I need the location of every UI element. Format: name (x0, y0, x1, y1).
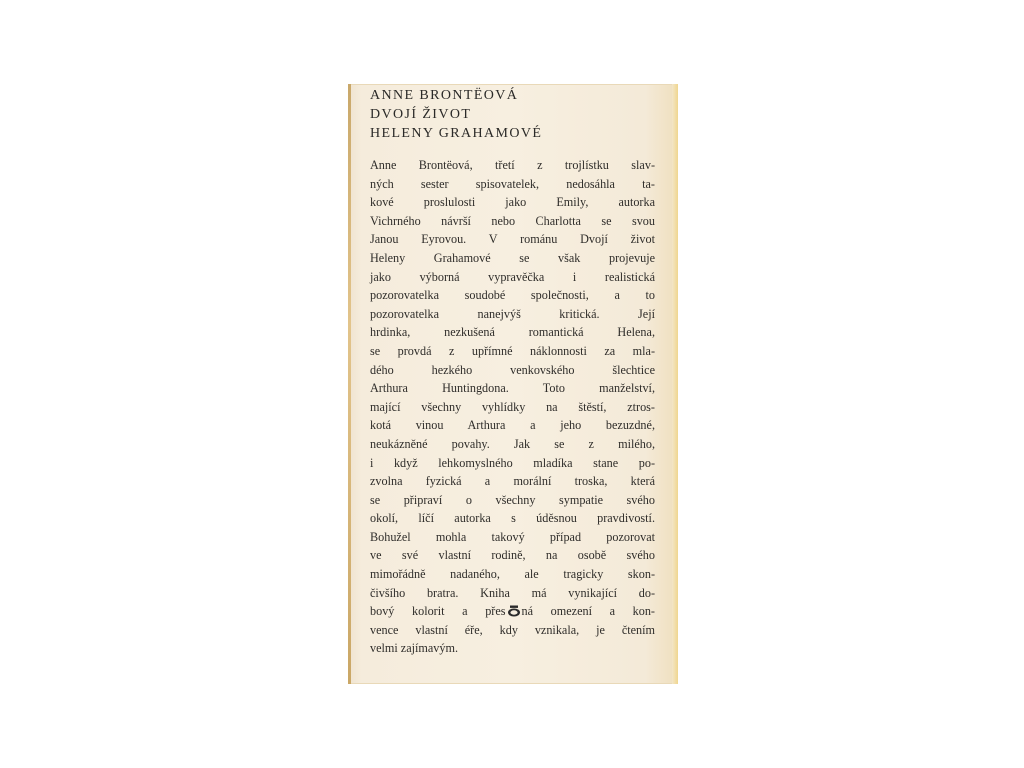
blurb-line: Bohužel mohla takový případ pozorovat (370, 529, 655, 544)
blurb-line-part: ná omezení a kon- (521, 604, 655, 619)
blurb-line-part: bový kolorit a přes (370, 604, 506, 619)
blurb-line: i když lehkomyslného mladíka stane po- (370, 455, 655, 470)
blurb-line: se připraví o všechny sympatie svého (370, 492, 655, 507)
blurb-line: Vichrného návrší nebo Charlotta se svou (370, 213, 655, 228)
book-jacket-flap (348, 84, 678, 684)
blurb-text (370, 156, 655, 658)
blurb-line: čivšího bratra. Kniha má vynikající do- (370, 585, 655, 600)
blurb-line: jako výborná vypravěčka i realistická (370, 269, 655, 284)
blurb-line: zvolna fyzická a morální troska, která (370, 474, 655, 489)
blurb-line: pozorovatelka nanejvýš kritická. Její (370, 306, 655, 321)
blurb-line: kové proslulosti jako Emily, autorka (370, 195, 655, 210)
blurb-line: Arthura Huntingdona. Toto manželství, (370, 381, 655, 396)
blurb-line: Janou Eyrovou. V románu Dvojí život (370, 232, 655, 247)
blurb-line: mající všechny vyhlídky na štěstí, ztros- (370, 399, 655, 414)
blurb-line: vence vlastní éře, kdy vznikala, je čtením (370, 622, 655, 637)
blurb-line: ných sester spisovatelek, nedosáhla ta- (370, 176, 655, 191)
blurb-line-with-stamp (370, 602, 655, 621)
library-stamp-icon (507, 604, 521, 616)
blurb-line: mimořádně nadaného, ale tragicky skon- (370, 567, 655, 582)
blurb-line: velmi zajímavým. (370, 641, 458, 656)
blurb-line: kotá vinou Arthura a jeho bezuzdné, (370, 418, 655, 433)
blurb-line: hrdinka, nezkušená romantická Helena, (370, 325, 655, 340)
blurb-line: se provdá z upřímné náklonnosti za mla- (370, 343, 655, 358)
jacket-right-edge (672, 84, 678, 684)
jacket-fold-edge (348, 84, 351, 684)
blurb-line: ve své vlastní rodině, na osobě svého (370, 548, 655, 563)
blurb-line: pozorovatelka soudobé společnosti, a to (370, 288, 655, 303)
author-name: ANNE BRONTËOVÁ (370, 88, 519, 103)
blurb-line: Heleny Grahamové se však projevuje (370, 250, 655, 265)
blurb-line: Anne Brontëová, třetí z trojlístku slav- (370, 158, 655, 172)
blurb-line: okolí, líčí autorka s úděsnou pravdivostí. (370, 511, 655, 526)
blurb-line: neukázněné povahy. Jak se z milého, (370, 436, 655, 451)
book-title-line-1: DVOJÍ ŽIVOT (370, 107, 472, 122)
blurb-line: dého hezkého venkovského šlechtice (370, 362, 655, 377)
book-title-block (370, 86, 660, 143)
book-title-line-2: HELENY GRAHAMOVÉ (370, 126, 543, 141)
